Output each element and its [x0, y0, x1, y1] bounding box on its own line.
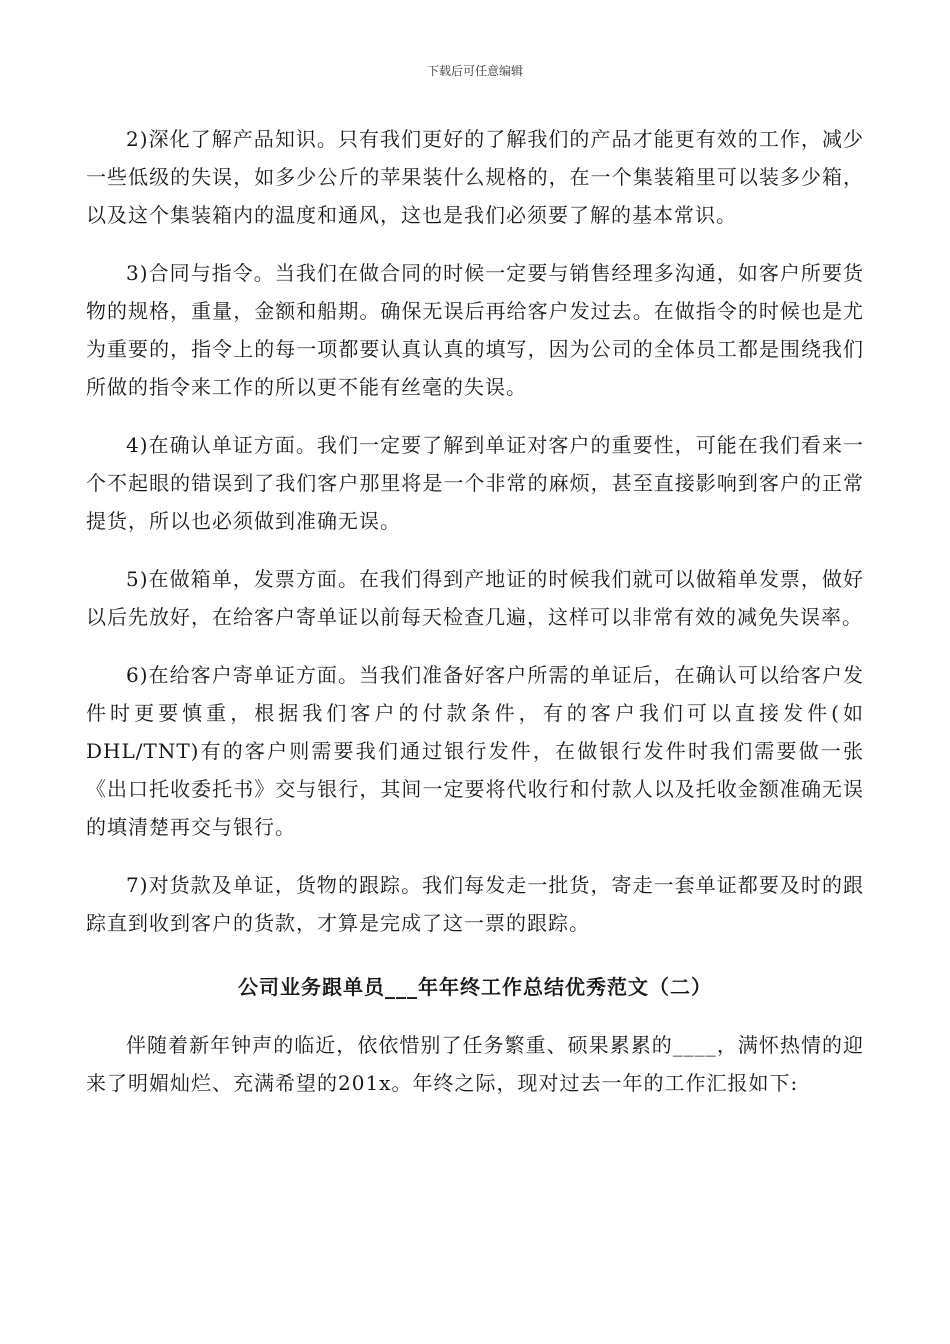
header-note: 下载后可任意编辑 — [426, 64, 523, 78]
document-body — [86, 120, 864, 1102]
section-title: 公司业务跟单员___年年终工作总结优秀范文（二） — [238, 975, 712, 999]
paragraph-item-4: 4)在确认单证方面。我们一定要了解到单证对客户的重要性，可能在我们看来一个不起眼的错误到了我们客户那里将是一个非常的麻烦，甚至直接影响到客户的正常提货，所以也必须做到准确无误。 — [86, 433, 864, 533]
paragraph-item-2: 2)深化了解产品知识。只有我们更好的了解我们的产品才能更有效的工作，减少一些低级的失误，如多少公斤的苹果装什么规格的，在一个集装箱里可以装多少箱，以及这个集装箱内的温度和通风，这也是我们必须要了解的基本常识。 — [86, 127, 864, 227]
paragraph-item-6: 6)在给客户寄单证方面。当我们准备好客户所需的单证后，在确认可以给客户发件时更要慎重，根据我们客户的付款条件，有的客户我们可以直接发件(如DHL/TNT)有的客户则需要我们通过银行发件，在做银行发件时我们需要做一张《出口托收委托书》交与银行，其间一定要将代收行和付款人以及托收金额准确无误的填清楚再交与银行。 — [86, 663, 864, 839]
paragraph-item-7: 7)对货款及单证，货物的跟踪。我们每发走一批货，寄走一套单证都要及时的跟踪直到收到客户的货款，才算是完成了这一票的跟踪。 — [86, 873, 864, 935]
paragraph-intro: 伴随着新年钟声的临近，依依惜别了任务繁重、硕果累累的____，满怀热情的迎来了明媚灿烂、充满希望的201x。年终之际，现对过去一年的工作汇报如下: — [86, 1033, 864, 1095]
paragraph-item-3: 3)合同与指令。当我们在做合同的时候一定要与销售经理多沟通，如客户所要货物的规格，重量，金额和船期。确保无误后再给客户发过去。在做指令的时候也是尤为重要的，指令上的每一项都要认真认真的填写，因为公司的全体员工都是围绕我们所做的指令来工作的所以更不能有丝毫的失误。 — [86, 261, 864, 399]
paragraph-item-5: 5)在做箱单，发票方面。在我们得到产地证的时候我们就可以做箱单发票，做好以后先放好，在给客户寄单证以前每天检查几遍，这样可以非常有效的减免失误率。 — [86, 567, 864, 629]
